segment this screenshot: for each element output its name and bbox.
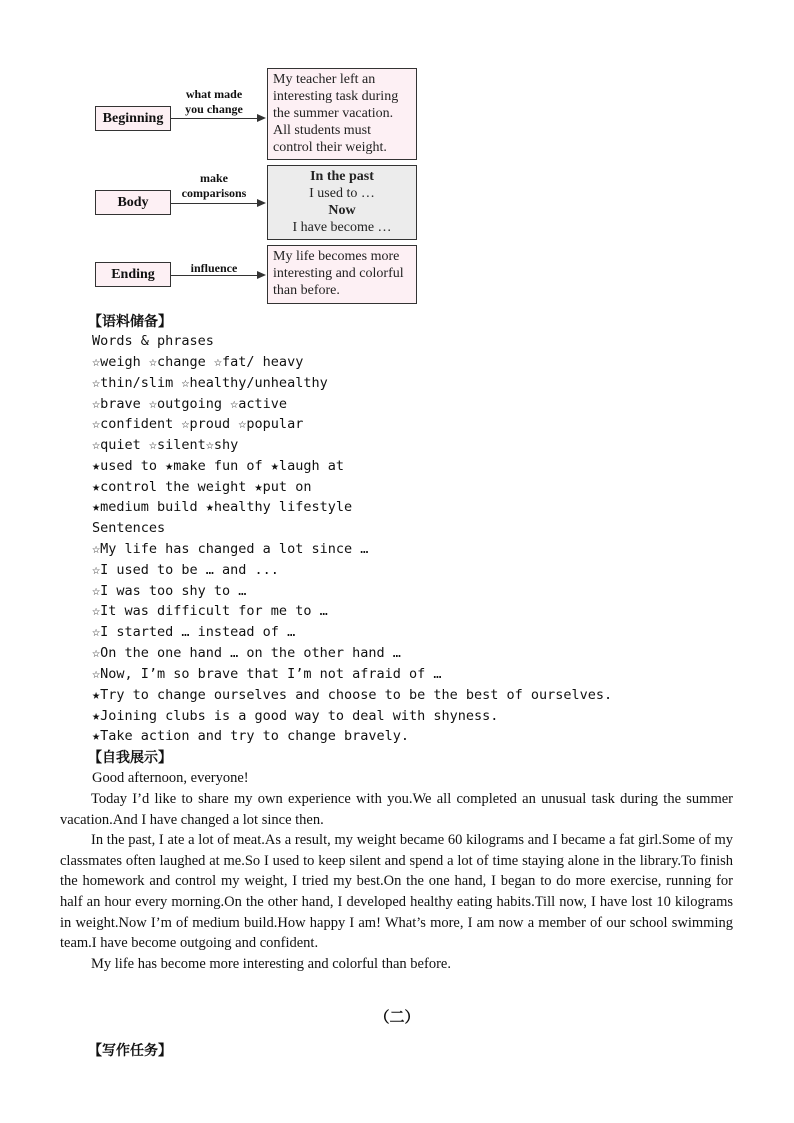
body-arrow [170, 203, 258, 204]
connector-line: make [200, 171, 228, 185]
essay-paragraph: My life has become more interesting and colorful than before. [91, 955, 451, 972]
connector-line: influence [190, 261, 238, 275]
showcase-heading: 【自我展示】 [88, 750, 172, 766]
content-line: interesting task during [273, 89, 399, 104]
content-line: My life becomes more [273, 249, 400, 264]
word-item: ☆quiet ☆silent☆shy [92, 437, 239, 453]
material-heading: 【语料储备】 [88, 314, 172, 330]
word-item: ☆weigh ☆change ☆fat/ heavy [92, 354, 304, 370]
word-item: ★used to ★make fun of ★laugh at [92, 458, 344, 474]
greeting: Good afternoon, everyone! [92, 770, 249, 786]
sentence-item: ☆On the one hand … on the other hand … [92, 645, 401, 661]
sentences-heading: Sentences [92, 520, 166, 536]
connector-line: what made [185, 87, 243, 101]
content-line: I used to … [309, 186, 375, 201]
arrow-head-icon [257, 114, 266, 122]
connector-line: you change [185, 102, 243, 116]
sentence-item: ☆It was difficult for me to … [92, 603, 328, 619]
content-line: My teacher left an [273, 72, 376, 87]
ending-connector [172, 261, 256, 276]
sentence-item: ★Joining clubs is a good way to deal with shyness. [92, 708, 499, 724]
word-item: ☆brave ☆outgoing ☆active [92, 396, 288, 412]
task-heading: 【写作任务】 [88, 1043, 172, 1059]
content-heading: Now [328, 203, 356, 218]
sentence-item: ☆I started … instead of … [92, 624, 296, 640]
part-title: （二） [374, 1008, 420, 1026]
beginning-arrow [170, 118, 258, 119]
beginning-content [267, 68, 417, 160]
ending-content [267, 245, 417, 304]
body-label: Body [95, 190, 171, 215]
sentence-item: ★Try to change ourselves and choose to be the best of ourselves. [92, 687, 613, 703]
beginning-label: Beginning [95, 106, 171, 131]
sentence-item: ☆I used to be … and ... [92, 562, 279, 578]
content-line: I have become … [292, 220, 392, 235]
word-item: ☆confident ☆proud ☆popular [92, 416, 304, 432]
word-item: ☆thin/slim ☆healthy/unhealthy [92, 375, 328, 391]
words-heading: Words & phrases [92, 333, 214, 349]
connector-line: comparisons [181, 186, 247, 200]
sentence-item: ★Take action and try to change bravely. [92, 728, 409, 744]
sentence-item: ☆I was too shy to … [92, 583, 247, 599]
content-line: control their weight. [273, 140, 387, 155]
content-line: the summer vacation. [273, 106, 394, 121]
ending-label: Ending [95, 262, 171, 287]
content-line: than before. [273, 283, 340, 298]
essay-paragraph: Today I’d like to share my own experience with you.We all completed an unusual task during the summer vacation.And I have changed a lot since then. [60, 791, 733, 828]
word-item: ★medium build ★healthy lifestyle [92, 499, 353, 515]
body-connector [172, 171, 256, 201]
body-content [267, 165, 417, 240]
content-line: interesting and colorful [273, 266, 404, 281]
ending-arrow [170, 275, 258, 276]
content-heading: In the past [310, 169, 374, 184]
beginning-connector [172, 87, 256, 117]
content-line: All students must [273, 123, 372, 138]
sentence-item: ☆My life has changed a lot since … [92, 541, 369, 557]
sentence-item: ☆Now, I’m so brave that I’m not afraid of … [92, 666, 442, 682]
essay-body [60, 789, 733, 974]
word-item: ★control the weight ★put on [92, 479, 312, 495]
arrow-head-icon [257, 271, 266, 279]
essay-paragraph: In the past, I ate a lot of meat.As a result, my weight became 60 kilograms and I became a fat girl.Some of my classmates often laughed at me.So I used to keep silent and spend a lot of time staying alone in the library.To finish the homework and control my weight, I tried my best.On the one hand, I began to do more exercise, running for half an hour every morning.On the other hand, I developed healthy eating habits.Till now, I have lost 10 kilograms in weight.Now I’m of medium build.How happy I am! What’s more, I am now a member of our school swimming team.I have become outgoing and confident. [60, 832, 733, 952]
arrow-head-icon [257, 199, 266, 207]
